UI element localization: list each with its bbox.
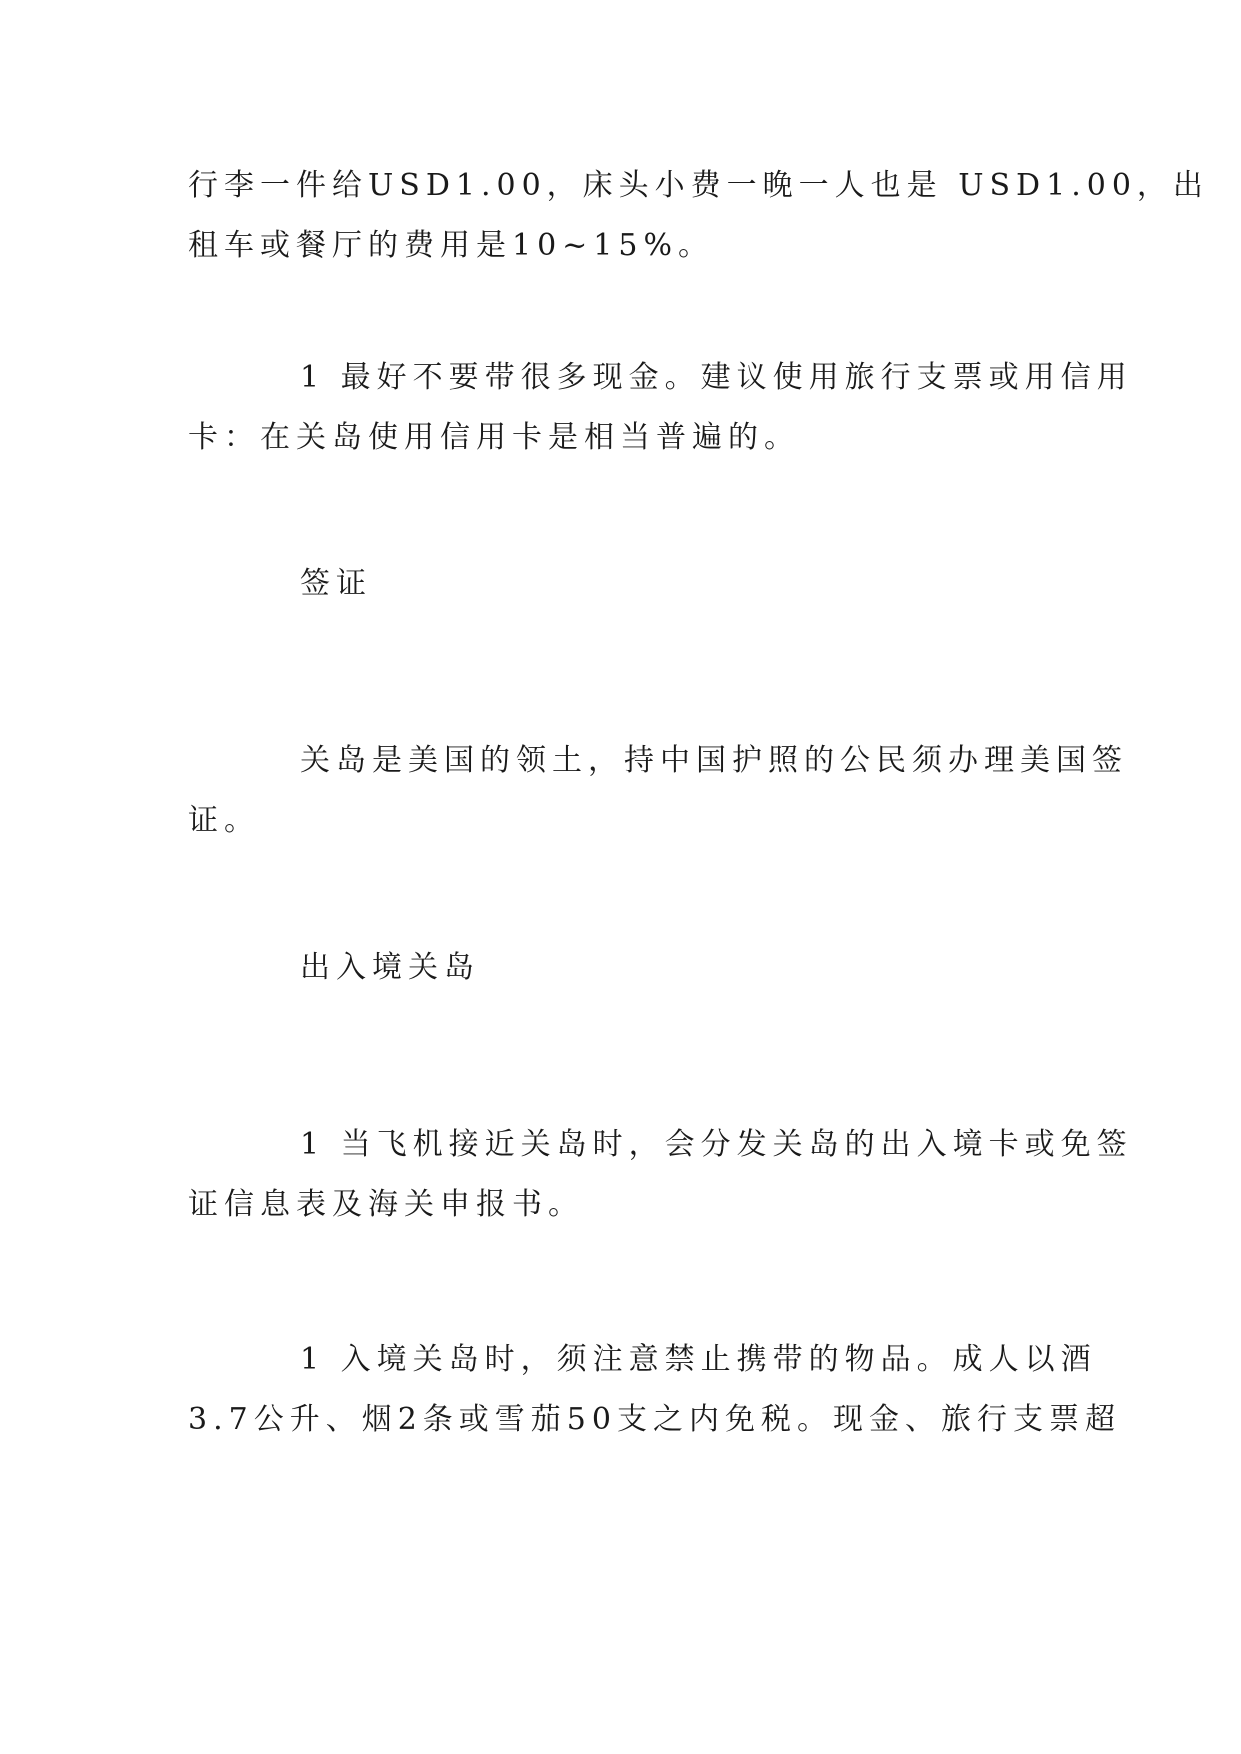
paragraph-4-line-1: 1 当飞机接近关岛时，会分发关岛的出入境卡或免签 [300,1127,1133,1162]
section-heading-entry-exit: 出入境关岛 [300,950,480,985]
paragraph-5-line-1: 1 入境关岛时，须注意禁止携带的物品。成人以酒 [300,1342,1097,1377]
paragraph-3-line-1: 关岛是美国的领土，持中国护照的公民须办理美国签 [300,743,1128,778]
paragraph-4-line-2: 证信息表及海关申报书。 [188,1187,584,1222]
paragraph-3-line-2: 证。 [188,803,260,838]
paragraph-2-line-2: 卡：在关岛使用信用卡是相当普遍的。 [188,420,800,455]
paragraph-1-line-1: 行李一件给USD1.00，床头小费一晚一人也是 USD1.00，出 [188,168,1209,203]
paragraph-5-line-2: 3.7公升、烟2条或雪茄50支之内免税。现金、旅行支票超 [188,1402,1121,1437]
paragraph-2-line-1: 1 最好不要带很多现金。建议使用旅行支票或用信用 [300,360,1133,395]
paragraph-1-line-2: 租车或餐厅的费用是10~15%。 [188,228,714,263]
section-heading-visa: 签证 [300,566,372,601]
